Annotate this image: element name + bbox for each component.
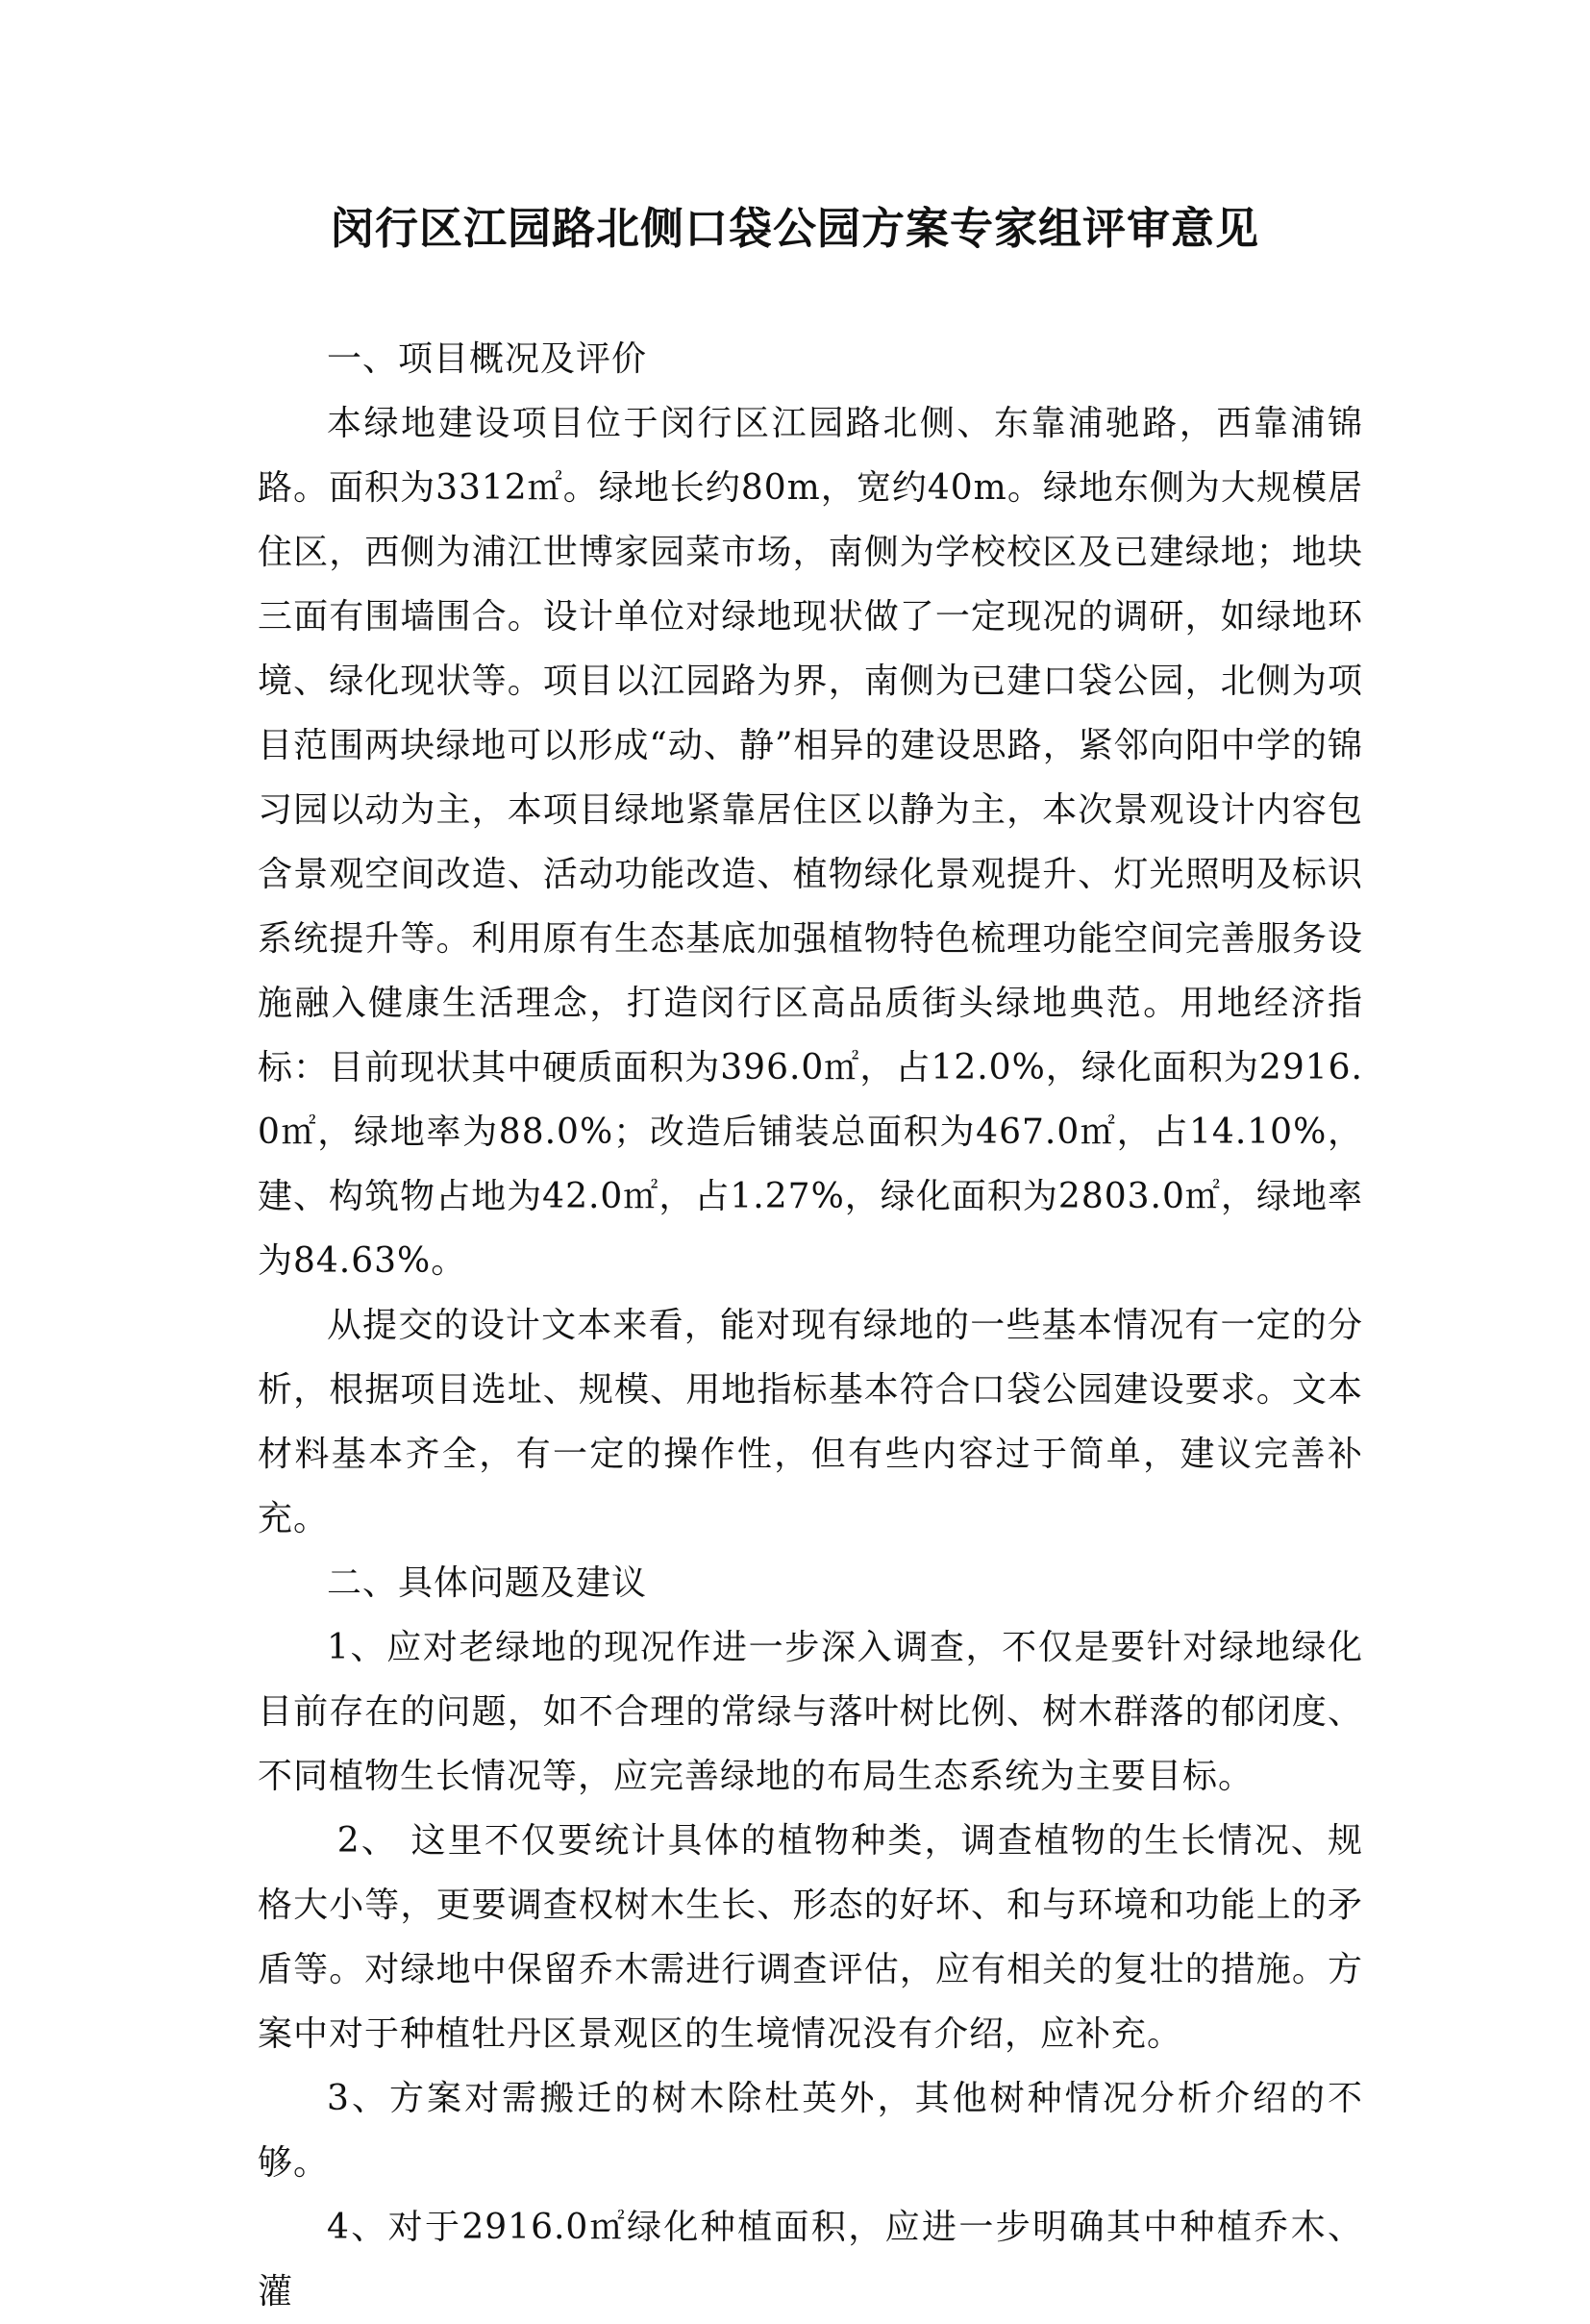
issue-item-3: 3、方案对需搬迁的树木除杜英外，其他树种情况分析介绍的不够。 <box>258 2079 1363 2183</box>
section-heading-issues: 二、具体问题及建议 <box>327 1563 648 1603</box>
paragraph-evaluation: 从提交的设计文本来看，能对现有绿地的一些基本情况有一定的分析，根据项目选址、规模、用地指标基本符合口袋公园建设要求。文本材料基本齐全，有一定的操作性，但有些内容过于简单，建议完善补充。 <box>258 1306 1363 1538</box>
issue-item-4: 4、对于2916.0㎡绿化种植面积，应进一步明确其中种植乔木、灌 <box>258 2208 1363 2312</box>
issue-item-2: 2、 这里不仅要统计具体的植物种类，调查植物的生长情况、规格大小等，更要调查权树木生长、形态的好坏、和与环境和功能上的矛盾等。对绿地中保留乔木需进行调查评估，应有相关的复壮的措施。方案中对于种植牡丹区景观区的生境情况没有介绍，应补充。 <box>258 1821 1363 2054</box>
document-title: 闵行区江园路北侧口袋公园方案专家组评审意见 <box>330 203 1259 254</box>
issue-item-1: 1、应对老绿地的现况作进一步深入调查，不仅是要针对绿地绿化目前存在的问题，如不合理的常绿与落叶树比例、树木群落的郁闭度、不同植物生长情况等，应完善绿地的布局生态系统为主要目标。 <box>258 1628 1363 1796</box>
document-body <box>258 327 1363 2324</box>
section-heading-overview: 一、项目概况及评价 <box>327 339 648 379</box>
paragraph-project-overview: 本绿地建设项目位于闵行区江园路北侧、东靠浦驰路，西靠浦锦路。面积为3312㎡。绿地长约80m，宽约40m。绿地东侧为大规模居住区，西侧为浦江世博家园菜市场，南侧为学校校区及已建绿地；地块三面有围墙围合。设计单位对绿地现状做了一定现况的调研，如绿地环境、绿化现状等。项目以江园路为界，南侧为已建口袋公园，北侧为项目范围两块绿地可以形成“动、静”相异的建设思路，紧邻向阳中学的锦习园以动为主，本项目绿地紧靠居住区以静为主，本次景观设计内容包含景观空间改造、活动功能改造、植物绿化景观提升、灯光照明及标识系统提升等。利用原有生态基底加强植物特色梳理功能空间完善服务设施融入健康生活理念，打造闵行区高品质街头绿地典范。用地经济指标：目前现状其中硬质面积为396.0㎡，占12.0%，绿化面积为2916.0㎡，绿地率为88.0%；改造后铺装总面积为467.0㎡，占14.10%，建、构筑物占地为42.0㎡，占1.27%，绿化面积为2803.0㎡，绿地率为84.63%。 <box>258 404 1363 1281</box>
